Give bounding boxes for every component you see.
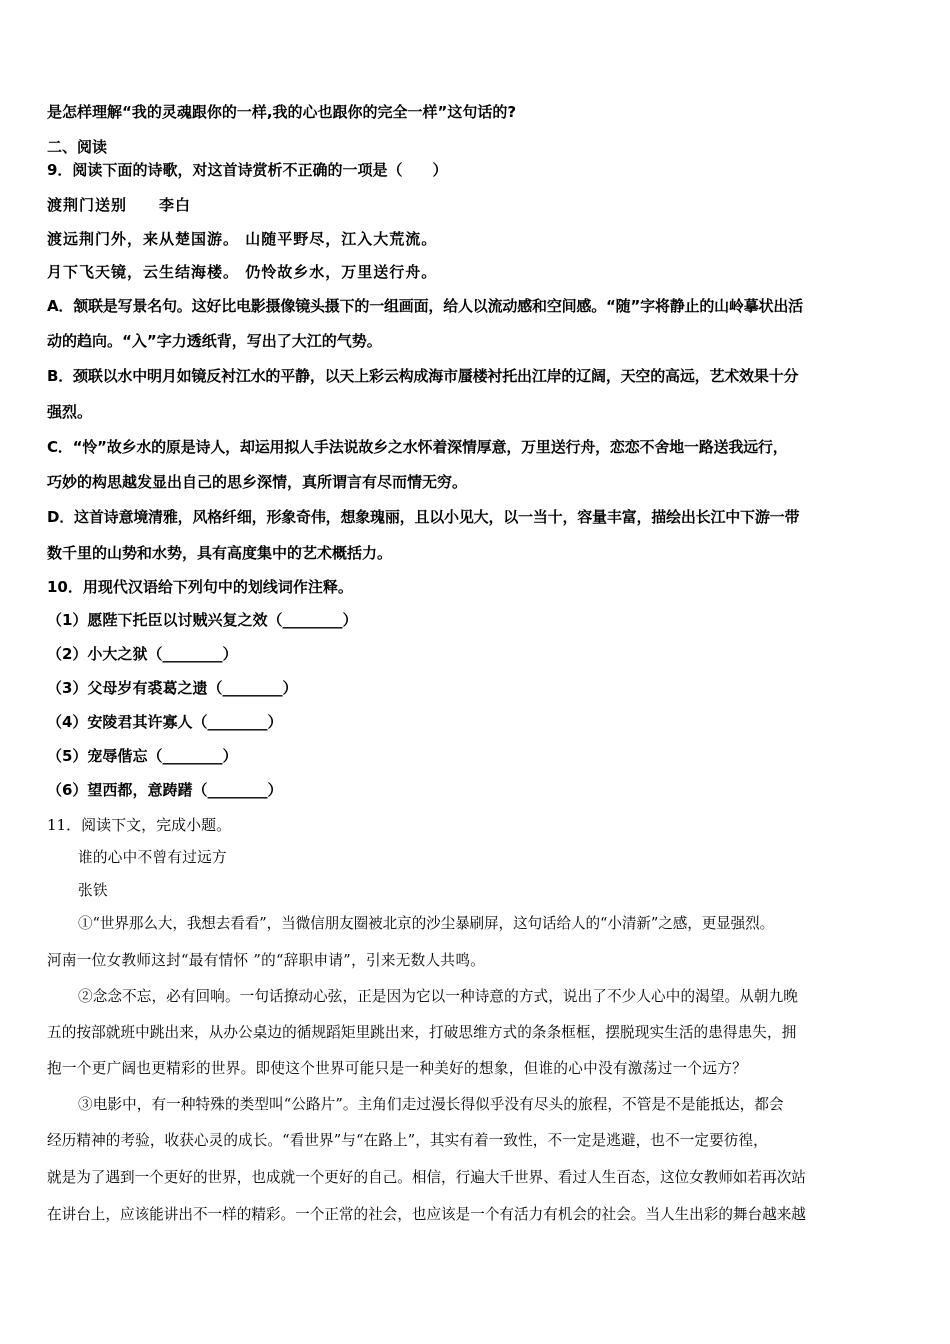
paragraph-line: 在讲台上，应该能讲出不一样的精彩。一个正常的社会，也应该是一个有活力有机会的社会。当人生出彩的舞台越来越 <box>47 1206 806 1223</box>
q10-prompt: 10．用现代汉语给下列句中的划线词作注释。 <box>47 578 353 596</box>
paragraph-line: 五的按部就班中跳出来，从办公桌边的循规蹈矩里跳出来，打破思维方式的条条框框，摆脱现实生活的患得患失，拥 <box>47 1024 797 1041</box>
q9-prompt: 9．阅读下面的诗歌，对这首诗赏析不正确的一项是（ ） <box>47 161 448 179</box>
paragraph-line: 抱一个更广阔也更精彩的世界。即使这个世界可能只是一种美好的想象，但谁的心中没有激荡过一个远方？ <box>47 1060 748 1077</box>
option-a: 动的趋向。“入”字力透纸背，写出了大江的气势。 <box>47 332 382 350</box>
annotation-item: （6）望西都，意踌躇（________） <box>47 781 283 799</box>
q11-prompt: 11．阅读下文，完成小题。 <box>47 816 232 834</box>
question-continuation: 是怎样理解“我的灵魂跟你的一样,我的心也跟你的完全一样”这句话的? <box>47 103 517 121</box>
option-a: A．颔联是写景名句。这好比电影摄像镜头摄下的一组画面，给人以流动感和空间感。“随”字将静止的山岭摹状出活 <box>47 297 803 315</box>
option-c: 巧妙的构思越发显出自己的思乡深情，真所谓言有尽而情无穷。 <box>47 473 468 491</box>
paragraph-line: ①“世界那么大，我想去看看”，当微信朋友圈被北京的沙尘暴刷屏，这句话给人的“小清新”之感，更显强烈。 <box>78 915 775 932</box>
option-c: C．“怜”故乡水的原是诗人，却运用拟人手法说故乡之水怀着深情厚意，万里送行舟，恋恋不舍地一路送我远行， <box>47 438 788 456</box>
poem-line: 月下飞天镜，云生结海楼。 仍怜故乡水，万里送行舟。 <box>47 263 438 281</box>
annotation-item: （1）愿陛下托臣以讨贼兴复之效（________） <box>47 611 358 629</box>
paragraph-line: 经历精神的考验，收获心灵的成长。“看世界”与“在路上”，其实有着一致性，不一定是逃避，也不一定要彷徨， <box>47 1132 768 1149</box>
paragraph-line: ③电影中，有一种特殊的类型叫“公路片”。主角们走过漫长得似乎没有尽头的旅程，不管是不是能抵达，都会 <box>78 1096 784 1113</box>
article-title: 谁的心中不曾有过远方 <box>78 849 227 866</box>
poem-line: 渡远荆门外，来从楚国游。 山随平野尽，江入大荒流。 <box>47 230 438 248</box>
paragraph-line: ②念念不忘，必有回响。一句话撩动心弦，正是因为它以一种诗意的方式，说出了不少人心中的渴望。从朝九晚 <box>78 988 798 1005</box>
annotation-item: （3）父母岁有裘葛之遗（________） <box>47 679 298 697</box>
poem-title: 渡荆门送别 李白 <box>47 196 192 214</box>
option-b: B．颈联以水中明月如镜反衬江水的平静，以天上彩云构成海市蜃楼衬托出江岸的辽阔，天空的高远，艺术效果十分 <box>47 367 799 385</box>
annotation-item: （5）宠辱偕忘（________） <box>47 747 238 765</box>
annotation-item: （2）小大之狱（________） <box>47 645 238 663</box>
section-heading: 二、阅读 <box>47 138 108 156</box>
option-d: D．这首诗意境清雅，风格纤细，形象奇伟，想象瑰丽，且以小见大，以一当十，容量丰富，描绘出长江中下游一带 <box>47 508 800 526</box>
option-d: 数千里的山势和水势，具有高度集中的艺术概括力。 <box>47 544 393 562</box>
annotation-item: （4）安陵君其许寡人（________） <box>47 713 283 731</box>
paragraph-line: 河南一位女教师这封“最有情怀 ”的“辞职申请”，引来无数人共鸣。 <box>47 952 486 969</box>
article-author: 张铁 <box>78 882 108 899</box>
option-b: 强烈。 <box>47 403 93 421</box>
paragraph-line: 就是为了遇到一个更好的世界，也成就一个更好的自己。相信，行遍大千世界、看过人生百态，这位女教师如若再次站 <box>47 1169 806 1186</box>
